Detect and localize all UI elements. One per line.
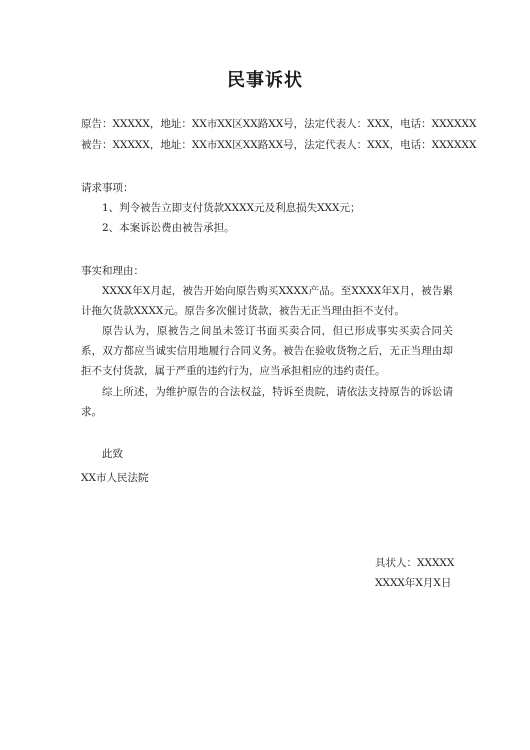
facts-paragraph-2: 原告认为，原被告之间虽未签订书面买卖合同，但已形成事实买卖合同关系，双方都应当诚实信用地履行合同义务。被告在验收货物之后，无正当理由却拒不支付货款，属于严重的违约行为，应当承担相应的违约责任。 bbox=[81, 325, 453, 377]
claims-heading: 请求事项： bbox=[81, 182, 134, 194]
facts-heading: 事实和理由： bbox=[81, 265, 144, 277]
filing-date: XXXX年X月X日 bbox=[375, 577, 452, 589]
document-title: 民事诉状 bbox=[227, 70, 303, 91]
defendant-line: 被告：XXXXX，地址：XX市XX区XX路XX号，法定代表人：XXX，电话：XXXXXX bbox=[81, 139, 477, 151]
filer-signature: 具状人：XXXXX bbox=[375, 557, 455, 569]
court-name: XX市人民法院 bbox=[81, 472, 149, 484]
salutation: 此致 bbox=[102, 448, 123, 460]
claim-item-2: 2、本案诉讼费由被告承担。 bbox=[102, 222, 235, 234]
facts-paragraph-3: 综上所述，为维护原告的合法权益，特诉至贵院，请依法支持原告的诉讼请求。 bbox=[81, 386, 453, 418]
facts-paragraph-1: XXXX年X月起，被告开始向原告购买XXXX产品。至XXXX年X月，被告累计拖欠货款XXXX元。原告多次催讨货款，被告无正当理由拒不支付。 bbox=[81, 285, 453, 317]
claim-item-1: 1、判令被告立即支付货款XXXX元及利息损失XXX元； bbox=[102, 202, 361, 214]
plaintiff-line: 原告：XXXXX，地址：XX市XX区XX路XX号，法定代表人：XXX，电话：XXXXXX bbox=[81, 118, 477, 130]
